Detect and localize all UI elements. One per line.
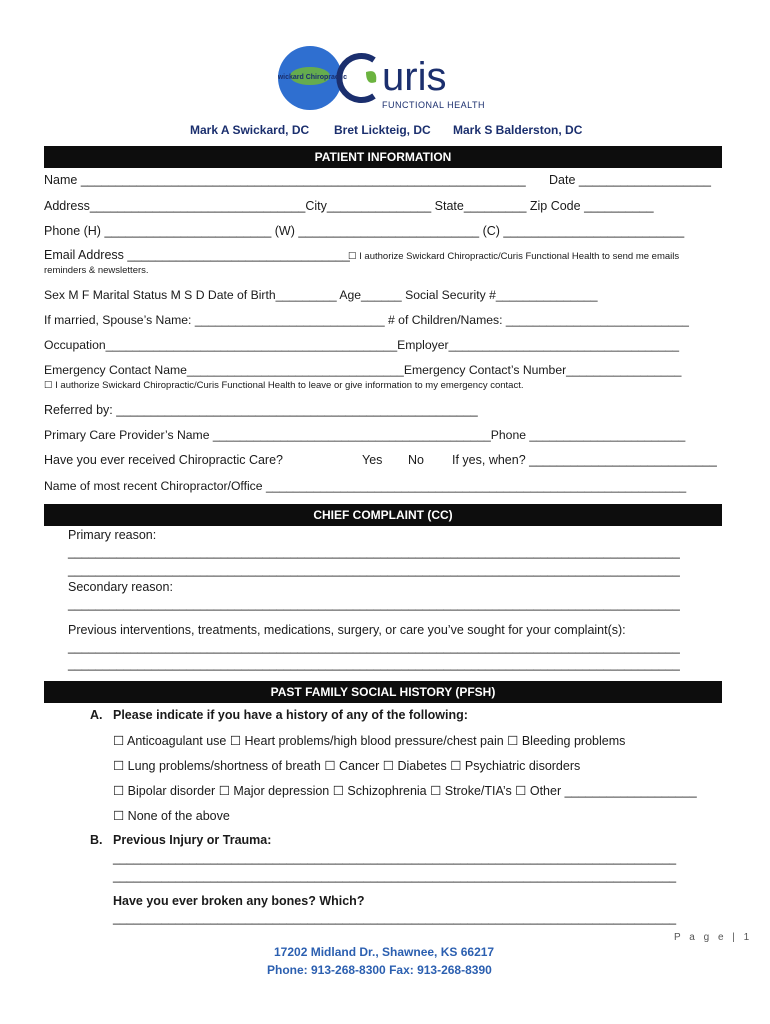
injury-line-1[interactable]: _________________________________________________________________________________ bbox=[113, 851, 677, 865]
previous-interventions-line-1[interactable]: ________________________________________________________________________________________ bbox=[68, 640, 680, 654]
address-field[interactable]: Address_______________________________City_______________ State_________ Zip Code __________ bbox=[44, 199, 654, 213]
chiro-when-field[interactable]: If yes, when? ___________________________ bbox=[452, 453, 717, 467]
previous-interventions-line-2[interactable]: ________________________________________________________________________________________ bbox=[68, 657, 680, 671]
chiro-yes-option[interactable]: Yes bbox=[362, 453, 383, 467]
broken-bones-question: Have you ever broken any bones? Which? bbox=[113, 894, 365, 908]
sex-marital-dob-row[interactable]: Sex M F Marital Status M S D Date of Birth_________ Age______ Social Security #_______________ bbox=[44, 288, 598, 302]
page-number: P a g e | 1 bbox=[674, 932, 753, 943]
chiro-no-option[interactable]: No bbox=[408, 453, 424, 467]
previous-interventions-label: Previous interventions, treatments, medications, surgery, or care you’ve sought for your complaint(s): bbox=[68, 623, 626, 637]
section-title: CHIEF COMPLAINT (CC) bbox=[313, 508, 453, 522]
doctor-2: Bret Lickteig, DC bbox=[334, 123, 431, 137]
section-title: PATIENT INFORMATION bbox=[314, 150, 452, 164]
date-field[interactable]: Date ___________________ bbox=[549, 173, 711, 187]
history-checkbox-none[interactable]: ☐ None of the above bbox=[113, 809, 230, 823]
logo-graphic bbox=[278, 46, 498, 114]
section-title: PAST FAMILY SOCIAL HISTORY (PFSH) bbox=[270, 685, 496, 699]
emergency-consent-checkbox[interactable]: ☐ I authorize Swickard Chiropractic/Curis Functional Health to leave or give information to my emergency contact. bbox=[44, 380, 524, 391]
clinic-logo bbox=[278, 46, 498, 119]
email-consent-continued: reminders & newsletters. bbox=[44, 265, 149, 276]
name-field[interactable]: Name ________________________________________________________________ bbox=[44, 173, 526, 187]
referred-by-field[interactable]: Referred by: ____________________________________________________ bbox=[44, 403, 478, 417]
pcp-field[interactable]: Primary Care Provider’s Name _________________________________________Phone _______________________ bbox=[44, 428, 686, 442]
primary-reason-label: Primary reason: bbox=[68, 528, 157, 542]
broken-bones-line[interactable]: _________________________________________________________________________________ bbox=[113, 911, 677, 925]
section-bar-pfsh bbox=[44, 681, 722, 703]
logo-leaf-icon bbox=[366, 71, 376, 83]
history-checkbox-row-3[interactable]: ☐ Bipolar disorder ☐ Major depression ☐ Schizophrenia ☐ Stroke/TIA’s ☐ Other ___________________ bbox=[113, 784, 697, 798]
doctor-1: Mark A Swickard, DC bbox=[190, 123, 310, 137]
section-bar-chief-complaint bbox=[44, 504, 722, 526]
secondary-reason-label: Secondary reason: bbox=[68, 580, 173, 594]
footer-phone-fax: Phone: 913-268-8300 Fax: 913-268-8390 bbox=[267, 963, 492, 977]
primary-reason-line-2[interactable]: ________________________________________________________________________________________ bbox=[68, 563, 680, 577]
footer-address: 17202 Midland Dr., Shawnee, KS 66217 bbox=[274, 945, 495, 959]
primary-reason-line-1[interactable]: ________________________________________________________________________________________ bbox=[68, 545, 680, 559]
emergency-contact-field[interactable]: Emergency Contact Name________________________________Emergency Contact’s Number_________________ bbox=[44, 363, 682, 377]
secondary-reason-line[interactable]: ________________________________________________________________________________________ bbox=[68, 597, 680, 611]
logo-subtitle: FUNCTIONAL HEALTH bbox=[382, 100, 486, 110]
history-checkbox-row-2[interactable]: ☐ Lung problems/shortness of breath ☐ Cancer ☐ Diabetes ☐ Psychiatric disorders bbox=[113, 759, 581, 773]
doctor-3: Mark S Balderston, DC bbox=[453, 123, 583, 137]
pfsh-a-label: A. bbox=[90, 708, 103, 722]
section-bar-patient-info bbox=[44, 146, 722, 168]
chiro-care-question: Have you ever received Chiropractic Care? bbox=[44, 453, 283, 467]
pfsh-b-label: B. bbox=[90, 833, 103, 847]
recent-chiropractor-field[interactable]: Name of most recent Chiropractor/Office ______________________________________________________________ bbox=[44, 479, 687, 493]
occupation-employer-field[interactable]: Occupation___________________________________________Employer__________________________________ bbox=[44, 338, 680, 352]
pfsh-a-question: Please indicate if you have a history of any of the following: bbox=[113, 708, 468, 722]
logo-left-text: Swickard Chiropractic bbox=[278, 74, 347, 81]
spouse-children-field[interactable]: If married, Spouse’s Name: ____________________________ # of Children/Names: ___________________________ bbox=[44, 313, 689, 327]
injury-line-2[interactable]: _________________________________________________________________________________ bbox=[113, 869, 677, 883]
history-checkbox-row-1[interactable]: ☐ Anticoagulant use ☐ Heart problems/high blood pressure/chest pain ☐ Bleeding problems bbox=[113, 734, 626, 748]
logo-brand: uris bbox=[382, 55, 447, 99]
email-field[interactable]: Email Address ________________________________ bbox=[44, 248, 350, 262]
email-consent-checkbox[interactable]: ☐ I authorize Swickard Chiropractic/Curis Functional Health to send me emails bbox=[348, 251, 680, 262]
pfsh-b-question: Previous Injury or Trauma: bbox=[113, 833, 272, 847]
phone-field[interactable]: Phone (H) ________________________ (W) __________________________ (C) __________________________ bbox=[44, 224, 685, 238]
